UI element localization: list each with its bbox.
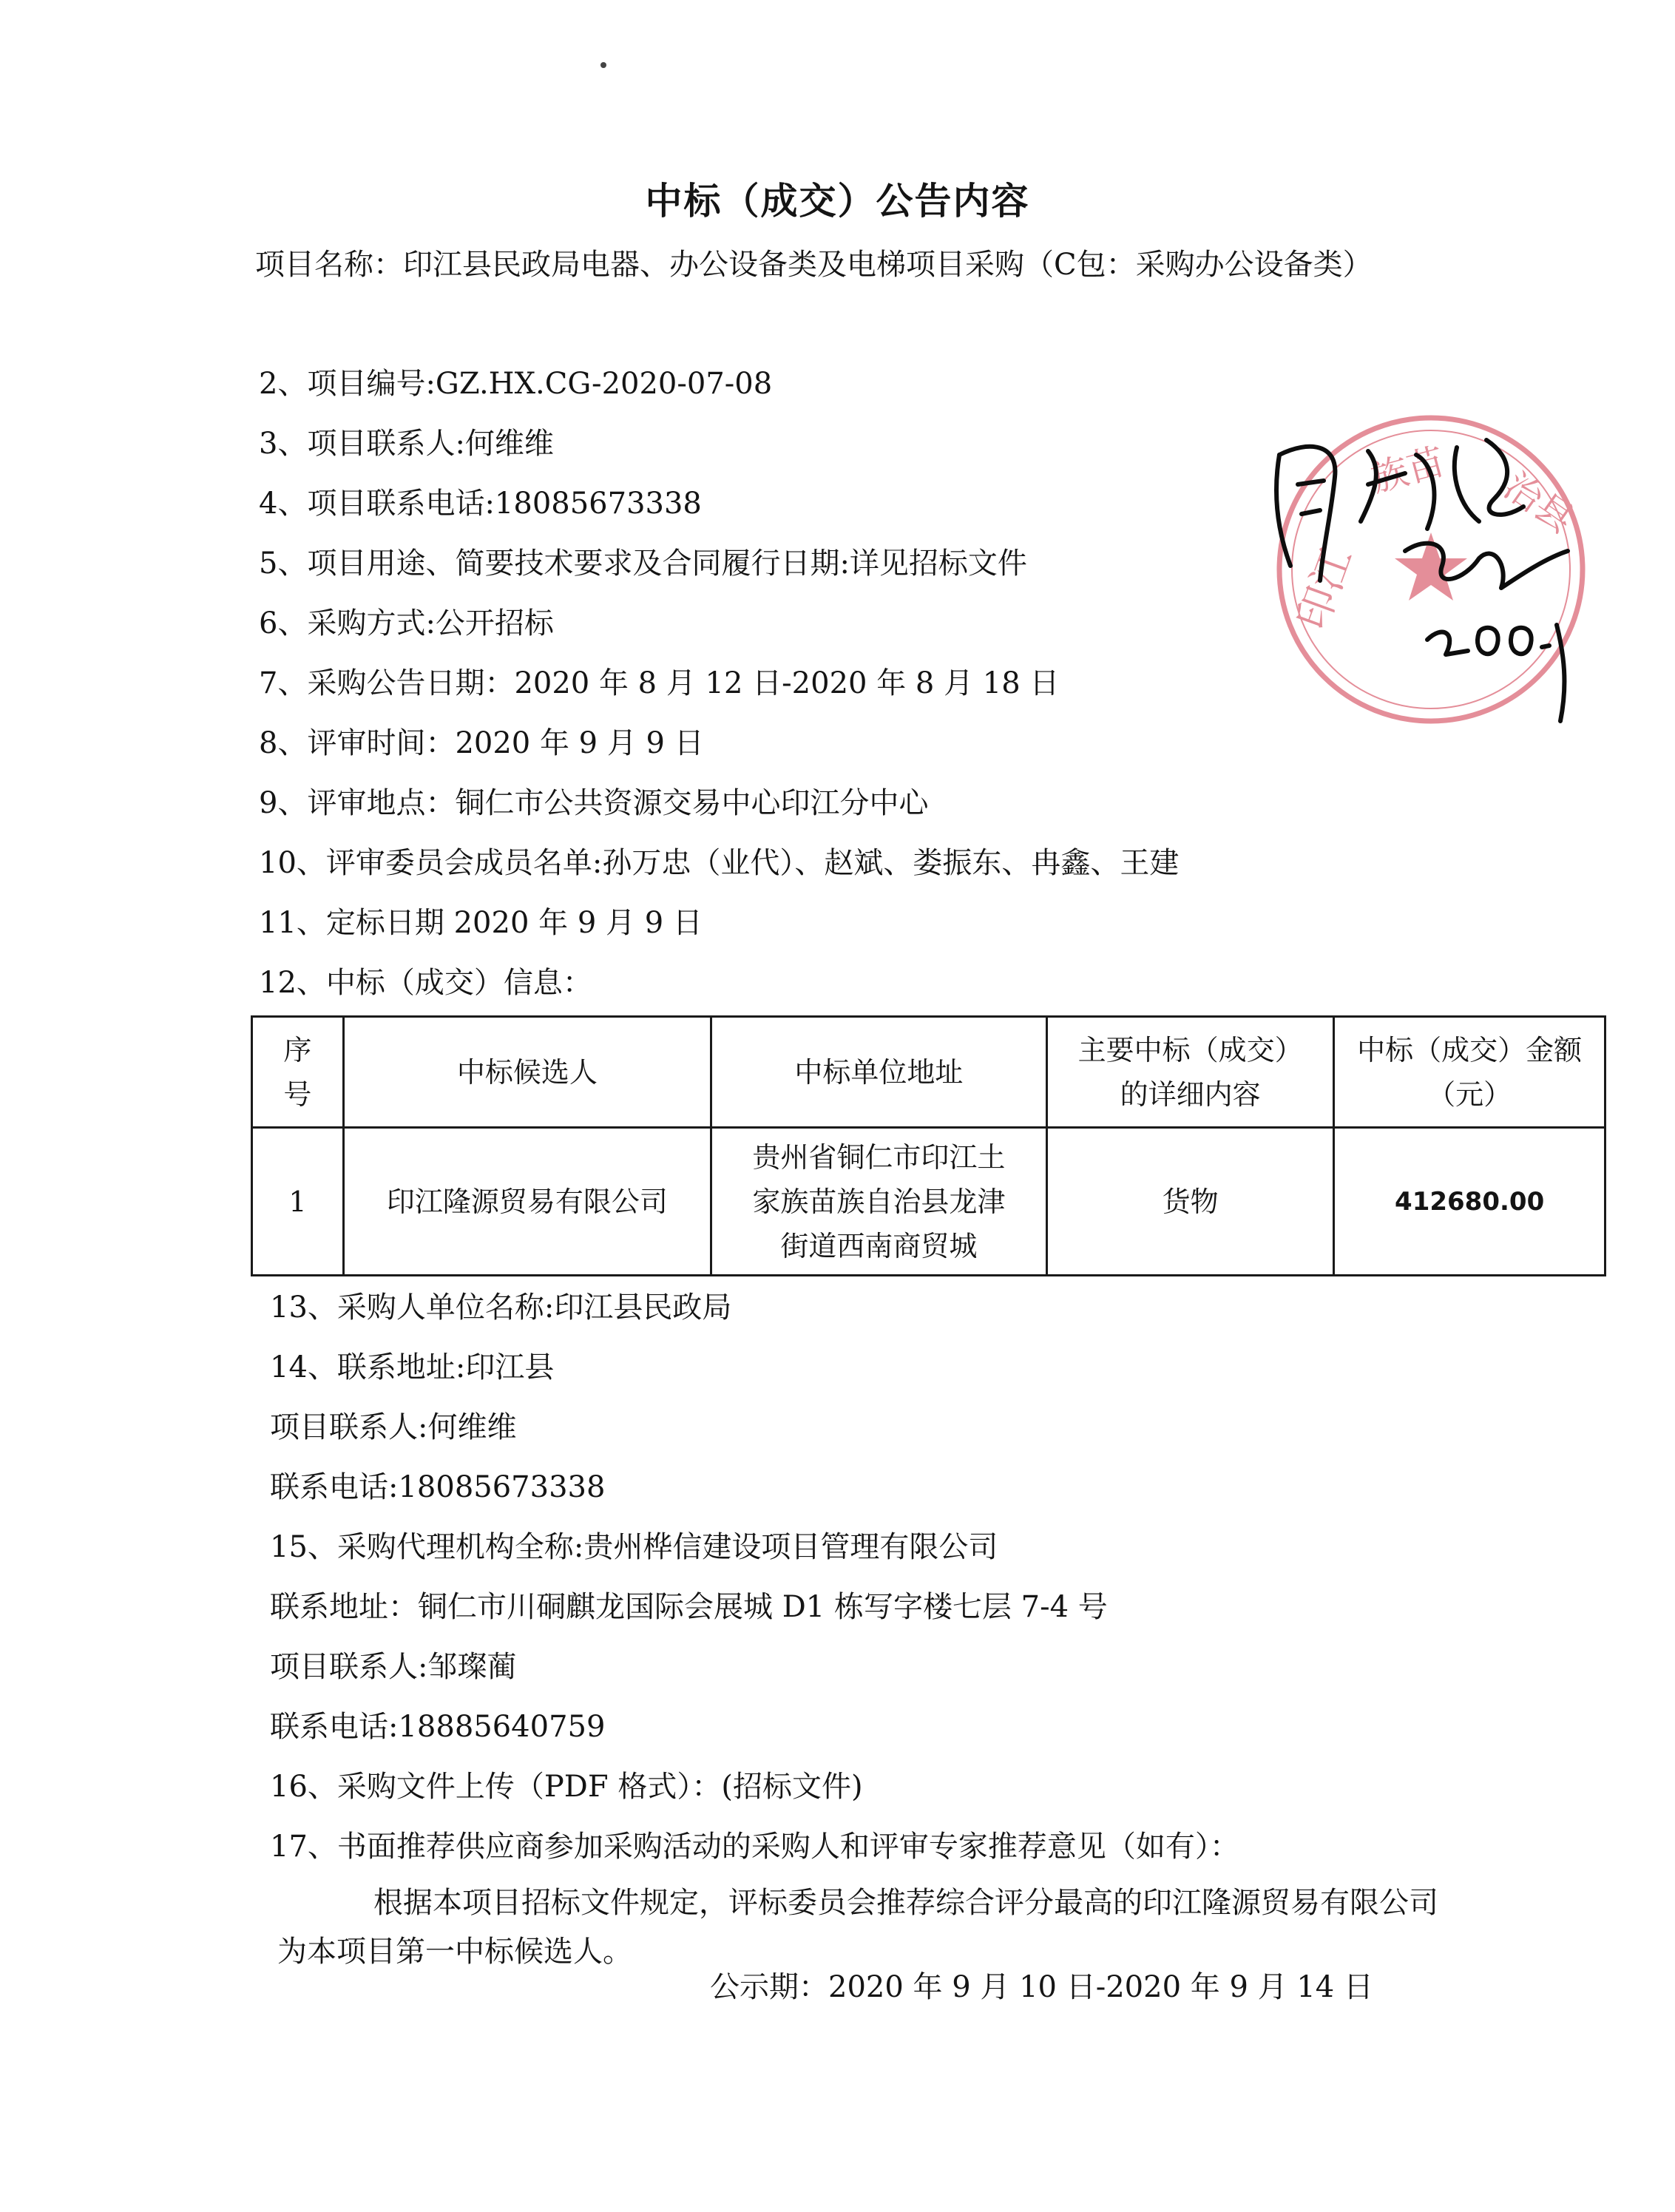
table-row — [252, 1128, 1605, 1276]
speck — [600, 62, 606, 68]
item-notice-date: 7、采购公告日期：2020 年 8 月 12 日-2020 年 8 月 18 日 — [259, 666, 1060, 700]
official-seal-with-signature — [1257, 410, 1612, 743]
svg-text:族苗: 族苗 — [1367, 439, 1449, 501]
header-content: 主要中标（成交） 的详细内容 — [1046, 1017, 1333, 1128]
item-purchaser: 13、采购人单位名称:印江县民政局 — [270, 1291, 732, 1325]
item-contact: 3、项目联系人:何维维 — [259, 427, 554, 461]
recommendation-text: 根据本项目招标文件规定，评标委员会推荐综合评分最高的印江隆源贸易有限公司为本项目第一中标候选人。 — [277, 1886, 1438, 1969]
cell-content: 货物 — [1046, 1128, 1333, 1276]
seal-icon — [1257, 410, 1612, 743]
item-method: 6、采购方式:公开招标 — [259, 606, 554, 640]
item-agency: 15、采购代理机构全称:贵州桦信建设项目管理有限公司 — [270, 1530, 998, 1564]
header-no: 序 号 — [252, 1017, 344, 1128]
item-review-place: 9、评审地点：铜仁市公共资源交易中心印江分中心 — [259, 786, 929, 820]
svg-text:印江: 印江 — [1288, 541, 1362, 636]
item-purpose: 5、项目用途、简要技术要求及合同履行日期:详见招标文件 — [259, 547, 1027, 581]
item-purchaser-phone: 联系电话:18085673338 — [270, 1470, 606, 1504]
publicity-period: 公示期：2020 年 9 月 10 日-2020 年 9 月 14 日 — [710, 1970, 1373, 2004]
item-phone: 4、项目联系电话:18085673338 — [259, 487, 702, 521]
cell-no: 1 — [252, 1128, 344, 1276]
page-title: 中标（成交）公告内容 — [645, 180, 1030, 223]
item-project-name: 项目名称：印江县民政局电器、办公设备类及电梯项目采购（C包：采购办公设备类） — [255, 248, 1373, 282]
item-purchaser-contact: 项目联系人:何维维 — [270, 1410, 517, 1444]
item-committee: 10、评审委员会成员名单:孙万忠（业代）、赵斌、娄振东、冉鑫、王建 — [259, 846, 1180, 880]
table-header-row — [252, 1017, 1605, 1128]
item-purchaser-address: 14、联系地址:印江县 — [270, 1350, 555, 1384]
header-amount: 中标（成交）金额 （元） — [1334, 1017, 1605, 1128]
item-review-time: 8、评审时间：2020 年 9 月 9 日 — [259, 726, 704, 760]
item-agency-contact: 项目联系人:邹璨蔺 — [270, 1650, 517, 1684]
item-award-date: 11、定标日期 2020 年 9 月 9 日 — [259, 906, 703, 940]
item-upload: 16、采购文件上传（PDF 格式）：(招标文件) — [270, 1770, 863, 1804]
item-recommend-heading: 17、书面推荐供应商参加采购活动的采购人和评审专家推荐意见（如有）： — [270, 1830, 1239, 1864]
cell-amount: 412680.00 — [1334, 1128, 1605, 1276]
award-table — [251, 1015, 1606, 1276]
item-agency-phone: 联系电话:18885640759 — [270, 1710, 606, 1744]
item-award-info: 12、中标（成交）信息： — [259, 966, 592, 1000]
item-project-code: 2、项目编号:GZ.HX.CG-2020-07-08 — [259, 367, 773, 401]
svg-text:治县: 治县 — [1496, 464, 1582, 542]
cell-address: 贵州省铜仁市印江土 家族苗族自治县龙津 街道西南商贸城 — [711, 1128, 1046, 1276]
header-candidate: 中标候选人 — [343, 1017, 711, 1128]
header-address: 中标单位地址 — [711, 1017, 1046, 1128]
item-agency-address: 联系地址：铜仁市川硐麒龙国际会展城 D1 栋写字楼七层 7-4 号 — [270, 1590, 1108, 1624]
cell-candidate: 印江隆源贸易有限公司 — [343, 1128, 711, 1276]
